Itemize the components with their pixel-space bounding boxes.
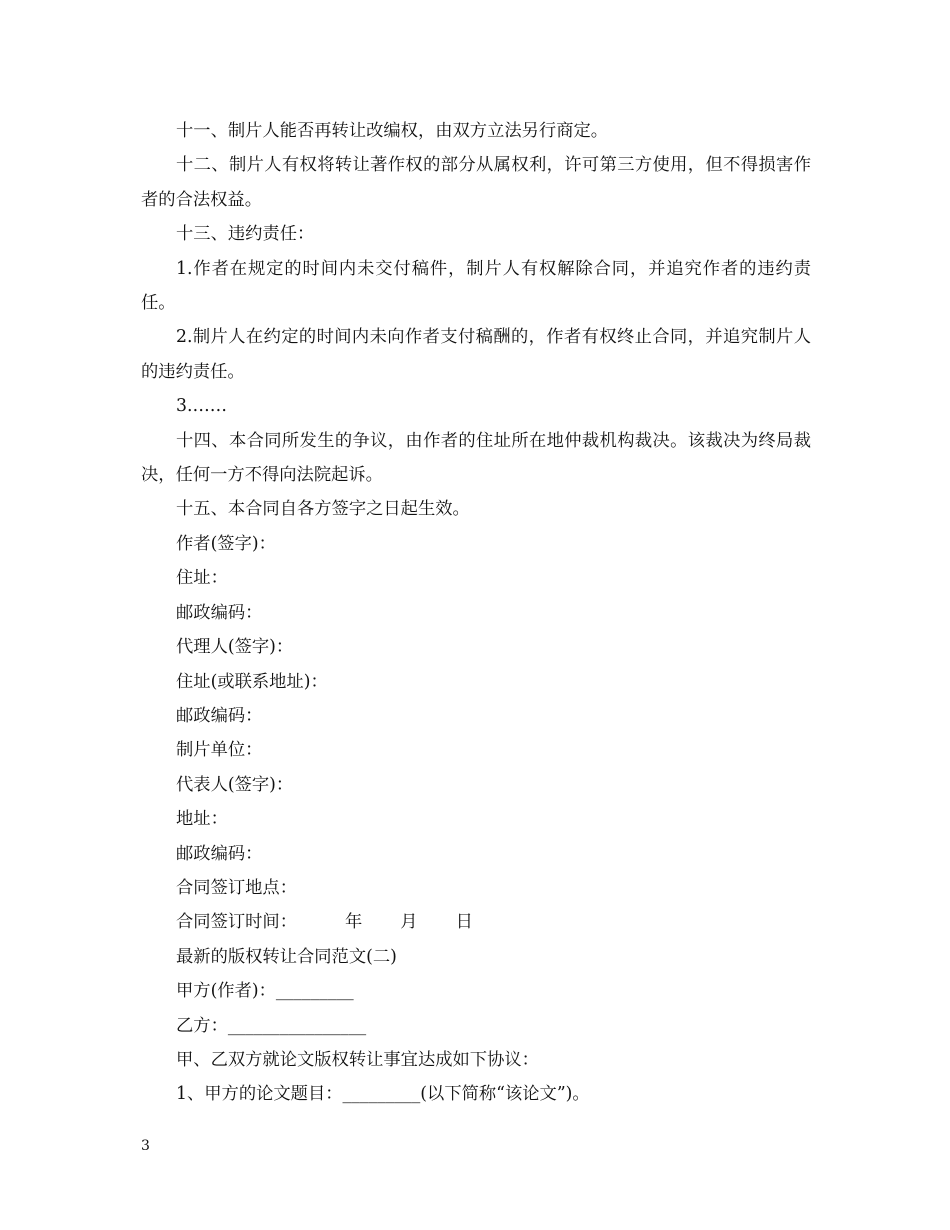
signing-date-year: 年: [344, 912, 363, 933]
clause-14: 十四、本合同所发生的争议，由作者的住址所在地仲裁机构裁决。该裁决为终局裁决，任何一方不得向法院起诉。: [141, 430, 811, 486]
party-b-line: 乙方：________________: [176, 1015, 367, 1036]
producer-unit-line: 制片单位：: [176, 740, 263, 761]
agreement-intro: 甲、乙双方就论文版权转让事宜达成如下协议：: [176, 1049, 539, 1070]
author-signature-line: 作者(签字)：: [176, 533, 276, 554]
agreement-item-1: 1、甲方的论文题目：_________(以下简称“该论文”)。: [176, 1084, 590, 1105]
signing-date-day: 日: [455, 912, 473, 933]
author-address-line: 住址：: [176, 568, 228, 589]
clause-13-heading: 十三、违约责任：: [176, 224, 315, 245]
page-number: 3: [141, 1138, 150, 1154]
signing-place-line: 合同签订地点：: [176, 877, 297, 898]
representative-signature-line: 代表人(签字)：: [176, 774, 294, 795]
signing-date-line: [141, 905, 811, 939]
clause-13-item-3: 3.……: [176, 396, 228, 417]
producer-postcode-line: 邮政编码：: [176, 843, 263, 864]
clause-13-item-1: 1.作者在规定的时间内未交付稿件，制片人有权解除合同，并追究作者的违约责任。: [141, 258, 811, 314]
party-a-line: 甲方(作者)：_________: [176, 981, 354, 1002]
signing-date-month: 月: [400, 912, 418, 933]
agent-signature-line: 代理人(签字)：: [176, 637, 294, 658]
section-two-title: 最新的版权转让合同范文(二): [176, 946, 397, 967]
signing-date-label: 合同签订时间：: [176, 912, 297, 933]
clause-15: 十五、本合同自各方签字之日起生效。: [176, 499, 470, 520]
clause-11: 十一、制片人能否再转让改编权，由双方立法另行商定。: [176, 121, 609, 141]
agent-postcode-line: 邮政编码：: [176, 705, 263, 726]
clause-13-item-2: 2.制片人在约定的时间内未向作者支付稿酬的，作者有权终止合同，并追究制片人的违约责任。: [141, 327, 811, 382]
agent-address-line: 住址(或联系地址)：: [176, 671, 328, 692]
author-postcode-line: 邮政编码：: [176, 602, 263, 623]
producer-address-line: 地址：: [176, 809, 228, 830]
clause-12: 十二、制片人有权将转让著作权的部分从属权利，许可第三方使用，但不得损害作者的合法权益。: [141, 155, 811, 210]
document-body: [141, 114, 811, 1112]
